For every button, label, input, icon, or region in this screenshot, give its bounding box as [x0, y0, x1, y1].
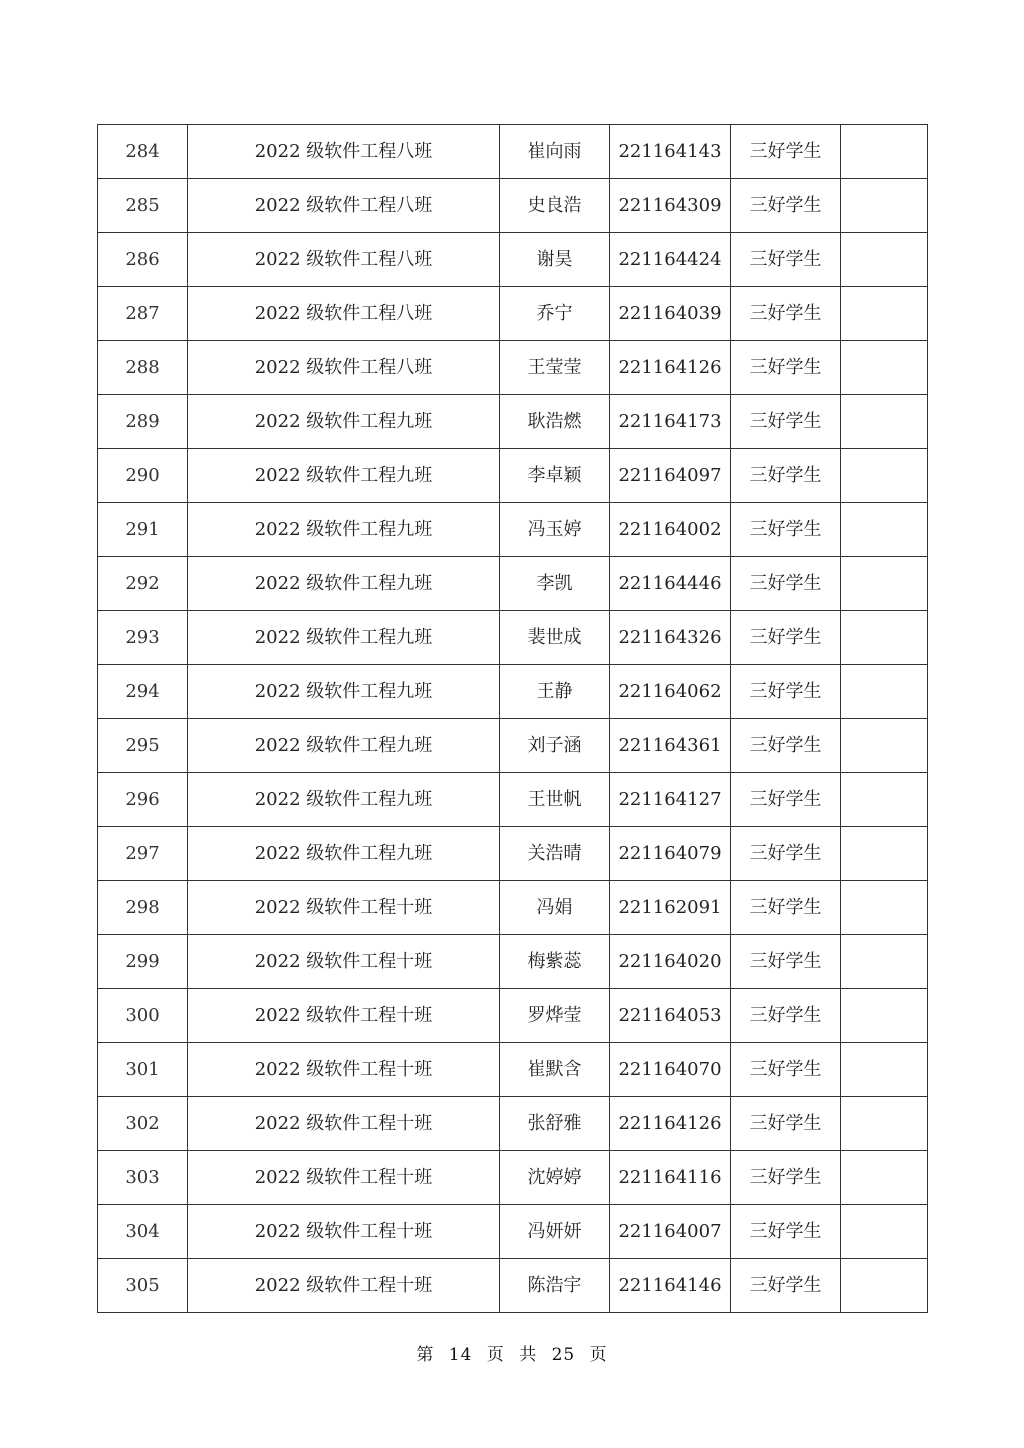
cell-award: 三好学生 — [731, 341, 841, 395]
cell-serial-number: 287 — [98, 287, 188, 341]
cell-student-id: 221164126 — [610, 1097, 731, 1151]
cell-note — [841, 1043, 928, 1097]
cell-award: 三好学生 — [731, 503, 841, 557]
cell-student-id: 221164173 — [610, 395, 731, 449]
cell-student-name: 王静 — [500, 665, 610, 719]
cell-serial-number: 285 — [98, 179, 188, 233]
cell-class: 2022 级软件工程八班 — [188, 179, 500, 233]
cell-award: 三好学生 — [731, 611, 841, 665]
cell-note — [841, 125, 928, 179]
cell-class: 2022 级软件工程九班 — [188, 611, 500, 665]
footer-label-ye: 页 — [486, 1345, 505, 1365]
table-row — [98, 611, 928, 665]
cell-student-name: 关浩晴 — [500, 827, 610, 881]
cell-note — [841, 1259, 928, 1313]
cell-award: 三好学生 — [731, 125, 841, 179]
cell-note — [841, 341, 928, 395]
cell-serial-number: 299 — [98, 935, 188, 989]
cell-student-id: 221164309 — [610, 179, 731, 233]
cell-serial-number: 302 — [98, 1097, 188, 1151]
cell-student-id: 221164361 — [610, 719, 731, 773]
cell-student-id: 221164020 — [610, 935, 731, 989]
cell-award: 三好学生 — [731, 287, 841, 341]
cell-award: 三好学生 — [731, 1043, 841, 1097]
cell-serial-number: 292 — [98, 557, 188, 611]
cell-student-name: 冯娟 — [500, 881, 610, 935]
cell-class: 2022 级软件工程十班 — [188, 1043, 500, 1097]
cell-serial-number: 291 — [98, 503, 188, 557]
table-row — [98, 125, 928, 179]
cell-student-name: 王世帆 — [500, 773, 610, 827]
cell-student-id: 221164079 — [610, 827, 731, 881]
cell-class: 2022 级软件工程十班 — [188, 935, 500, 989]
cell-award: 三好学生 — [731, 881, 841, 935]
cell-serial-number: 293 — [98, 611, 188, 665]
cell-note — [841, 233, 928, 287]
footer-label-di: 第 — [416, 1345, 435, 1365]
cell-award: 三好学生 — [731, 773, 841, 827]
cell-student-name: 罗烨莹 — [500, 989, 610, 1043]
cell-serial-number: 303 — [98, 1151, 188, 1205]
table-row — [98, 773, 928, 827]
cell-student-name: 沈婷婷 — [500, 1151, 610, 1205]
cell-student-id: 221164127 — [610, 773, 731, 827]
cell-note — [841, 1151, 928, 1205]
cell-student-id: 221164039 — [610, 287, 731, 341]
cell-student-name: 李凯 — [500, 557, 610, 611]
cell-note — [841, 665, 928, 719]
cell-note — [841, 719, 928, 773]
cell-student-name: 李卓颖 — [500, 449, 610, 503]
cell-student-name: 陈浩宇 — [500, 1259, 610, 1313]
table-row — [98, 665, 928, 719]
cell-note — [841, 881, 928, 935]
table-row — [98, 233, 928, 287]
cell-class: 2022 级软件工程九班 — [188, 773, 500, 827]
table-row — [98, 341, 928, 395]
table-row — [98, 503, 928, 557]
cell-serial-number: 290 — [98, 449, 188, 503]
cell-award: 三好学生 — [731, 179, 841, 233]
cell-note — [841, 773, 928, 827]
cell-class: 2022 级软件工程十班 — [188, 1205, 500, 1259]
table-row — [98, 1097, 928, 1151]
cell-note — [841, 503, 928, 557]
cell-student-name: 史良浩 — [500, 179, 610, 233]
cell-note — [841, 989, 928, 1043]
table-row — [98, 287, 928, 341]
footer-label-ye-2: 页 — [589, 1345, 608, 1365]
cell-serial-number: 284 — [98, 125, 188, 179]
cell-serial-number: 304 — [98, 1205, 188, 1259]
table-row — [98, 881, 928, 935]
cell-student-name: 崔默含 — [500, 1043, 610, 1097]
cell-student-id: 221164097 — [610, 449, 731, 503]
cell-student-name: 谢昊 — [500, 233, 610, 287]
table-row — [98, 557, 928, 611]
cell-student-name: 乔宁 — [500, 287, 610, 341]
current-page-number: 14 — [448, 1345, 473, 1365]
footer-label-gong: 共 — [519, 1345, 538, 1365]
cell-student-name: 冯玉婷 — [500, 503, 610, 557]
cell-student-name: 梅紫蕊 — [500, 935, 610, 989]
cell-note — [841, 611, 928, 665]
table-row — [98, 827, 928, 881]
cell-award: 三好学生 — [731, 395, 841, 449]
cell-class: 2022 级软件工程十班 — [188, 989, 500, 1043]
cell-student-id: 221164062 — [610, 665, 731, 719]
cell-class: 2022 级软件工程八班 — [188, 233, 500, 287]
cell-serial-number: 295 — [98, 719, 188, 773]
cell-serial-number: 294 — [98, 665, 188, 719]
cell-class: 2022 级软件工程十班 — [188, 1097, 500, 1151]
cell-student-name: 裴世成 — [500, 611, 610, 665]
cell-class: 2022 级软件工程九班 — [188, 503, 500, 557]
cell-student-name: 刘子涵 — [500, 719, 610, 773]
cell-serial-number: 298 — [98, 881, 188, 935]
cell-serial-number: 296 — [98, 773, 188, 827]
cell-class: 2022 级软件工程九班 — [188, 665, 500, 719]
table-row — [98, 935, 928, 989]
cell-serial-number: 288 — [98, 341, 188, 395]
table-row — [98, 1043, 928, 1097]
cell-note — [841, 827, 928, 881]
cell-serial-number: 286 — [98, 233, 188, 287]
cell-serial-number: 297 — [98, 827, 188, 881]
cell-student-name: 王莹莹 — [500, 341, 610, 395]
cell-student-id: 221164007 — [610, 1205, 731, 1259]
cell-note — [841, 557, 928, 611]
cell-student-name: 崔向雨 — [500, 125, 610, 179]
cell-class: 2022 级软件工程九班 — [188, 557, 500, 611]
table-row — [98, 395, 928, 449]
award-roster-table — [97, 124, 928, 1313]
cell-student-id: 221164070 — [610, 1043, 731, 1097]
cell-award: 三好学生 — [731, 1151, 841, 1205]
cell-class: 2022 级软件工程十班 — [188, 1259, 500, 1313]
cell-note — [841, 449, 928, 503]
cell-serial-number: 305 — [98, 1259, 188, 1313]
cell-award: 三好学生 — [731, 233, 841, 287]
table-row — [98, 449, 928, 503]
cell-award: 三好学生 — [731, 719, 841, 773]
cell-class: 2022 级软件工程九班 — [188, 449, 500, 503]
table-row — [98, 1205, 928, 1259]
total-pages-number: 25 — [551, 1345, 576, 1365]
cell-award: 三好学生 — [731, 935, 841, 989]
cell-award: 三好学生 — [731, 1097, 841, 1151]
table-row — [98, 1259, 928, 1313]
cell-class: 2022 级软件工程八班 — [188, 341, 500, 395]
table-row — [98, 719, 928, 773]
cell-serial-number: 301 — [98, 1043, 188, 1097]
cell-class: 2022 级软件工程九班 — [188, 395, 500, 449]
cell-serial-number: 300 — [98, 989, 188, 1043]
cell-student-name: 耿浩燃 — [500, 395, 610, 449]
cell-note — [841, 1205, 928, 1259]
cell-student-id: 221164446 — [610, 557, 731, 611]
page-footer — [0, 1340, 1024, 1365]
table-body — [98, 125, 928, 1313]
cell-award: 三好学生 — [731, 989, 841, 1043]
cell-student-id: 221164143 — [610, 125, 731, 179]
cell-student-id: 221164126 — [610, 341, 731, 395]
cell-note — [841, 287, 928, 341]
cell-serial-number: 289 — [98, 395, 188, 449]
cell-class: 2022 级软件工程九班 — [188, 719, 500, 773]
table-row — [98, 179, 928, 233]
cell-award: 三好学生 — [731, 1205, 841, 1259]
cell-award: 三好学生 — [731, 557, 841, 611]
cell-award: 三好学生 — [731, 827, 841, 881]
table-row — [98, 989, 928, 1043]
table-row — [98, 1151, 928, 1205]
cell-student-id: 221164116 — [610, 1151, 731, 1205]
cell-student-id: 221162091 — [610, 881, 731, 935]
cell-student-id: 221164424 — [610, 233, 731, 287]
cell-student-id: 221164146 — [610, 1259, 731, 1313]
cell-award: 三好学生 — [731, 665, 841, 719]
cell-award: 三好学生 — [731, 449, 841, 503]
cell-student-id: 221164002 — [610, 503, 731, 557]
cell-note — [841, 935, 928, 989]
cell-student-id: 221164326 — [610, 611, 731, 665]
cell-note — [841, 395, 928, 449]
cell-note — [841, 1097, 928, 1151]
cell-class: 2022 级软件工程十班 — [188, 1151, 500, 1205]
cell-student-name: 张舒雅 — [500, 1097, 610, 1151]
cell-award: 三好学生 — [731, 1259, 841, 1313]
cell-class: 2022 级软件工程十班 — [188, 881, 500, 935]
cell-student-name: 冯妍妍 — [500, 1205, 610, 1259]
cell-student-id: 221164053 — [610, 989, 731, 1043]
cell-class: 2022 级软件工程八班 — [188, 125, 500, 179]
cell-class: 2022 级软件工程九班 — [188, 827, 500, 881]
cell-class: 2022 级软件工程八班 — [188, 287, 500, 341]
cell-note — [841, 179, 928, 233]
